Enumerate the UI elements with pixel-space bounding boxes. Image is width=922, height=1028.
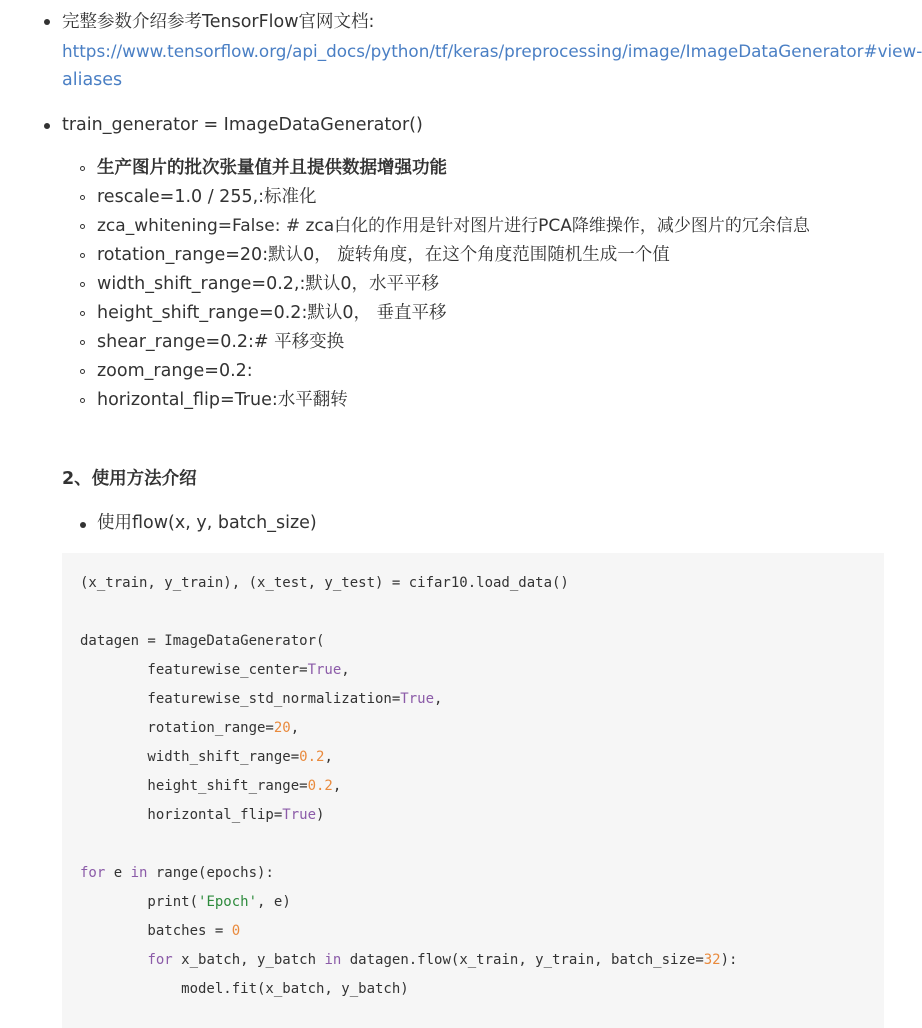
sublist-bullet (80, 195, 85, 200)
sublist-bullet (80, 282, 85, 287)
code-line: model.fit(x_batch, y_batch) (80, 981, 409, 997)
sublist-bullet (80, 253, 85, 258)
code-line: for x_batch, y_batch in datagen.flow(x_train, y_train, batch_size=32): (147, 952, 738, 968)
sublist-item: height_shift_range=0.2:默认0， 垂直平移 (97, 303, 447, 323)
list-bullet (80, 522, 86, 528)
code-line: height_shift_range=0.2, (80, 778, 342, 794)
sublist-item: horizontal_flip=True:水平翻转 (97, 390, 348, 410)
sublist-bullet (80, 369, 85, 374)
tensorflow-doc-link[interactable]: https://www.tensorflow.org/api_docs/python/tf/keras/preprocessing/image/ImageDataGenerator#view- (62, 41, 922, 61)
sublist-bullet (80, 398, 85, 403)
sublist-item: rotation_range=20:默认0， 旋转角度，在这个角度范围随机生成一个值 (97, 245, 670, 265)
code-line: print('Epoch', e) (80, 894, 291, 910)
flow-usage-text: 使用flow(x, y, batch_size) (97, 513, 317, 533)
code-line: width_shift_range=0.2, (80, 749, 333, 765)
sublist-item: zoom_range=0.2: (97, 361, 253, 381)
code-line: batches = 0 (80, 923, 241, 939)
code-line: rotation_range=20, (80, 720, 300, 736)
list-bullet (44, 19, 50, 25)
tensorflow-doc-link-cont[interactable]: aliases (62, 70, 123, 90)
list-bullet (44, 123, 50, 129)
code-line: (x_train, y_train), (x_test, y_test) = cifar10.load_data() (80, 575, 569, 591)
sublist-bullet (80, 166, 85, 171)
code-line: for e in range(epochs): (80, 865, 274, 881)
section-heading: 2、使用方法介绍 (62, 469, 197, 489)
code-line: datagen = ImageDataGenerator( (80, 633, 325, 649)
doc-reference-text: 完整参数介绍参考TensorFlow官网文档: (62, 12, 375, 32)
code-line: featurewise_center=True, (80, 662, 350, 678)
sublist-item: shear_range=0.2:# 平移变换 (97, 332, 345, 352)
sublist-bullet (80, 311, 85, 316)
code-line: featurewise_std_normalization=True, (80, 691, 443, 707)
sublist-item: width_shift_range=0.2,:默认0，水平平移 (97, 274, 439, 294)
sublist-item: zca_whitening=False: # zca白化的作用是针对图片进行PCA降维操作，减少图片的冗余信息 (97, 216, 810, 236)
code-line: horizontal_flip=True) (80, 807, 325, 823)
sublist-bullet (80, 340, 85, 345)
sublist-bullet (80, 224, 85, 229)
sublist-item: 生产图片的批次张量值并且提供数据增强功能 (97, 158, 447, 178)
train-generator-text: train_generator = ImageDataGenerator() (62, 115, 423, 135)
sublist-item: rescale=1.0 / 255,:标准化 (97, 187, 317, 207)
